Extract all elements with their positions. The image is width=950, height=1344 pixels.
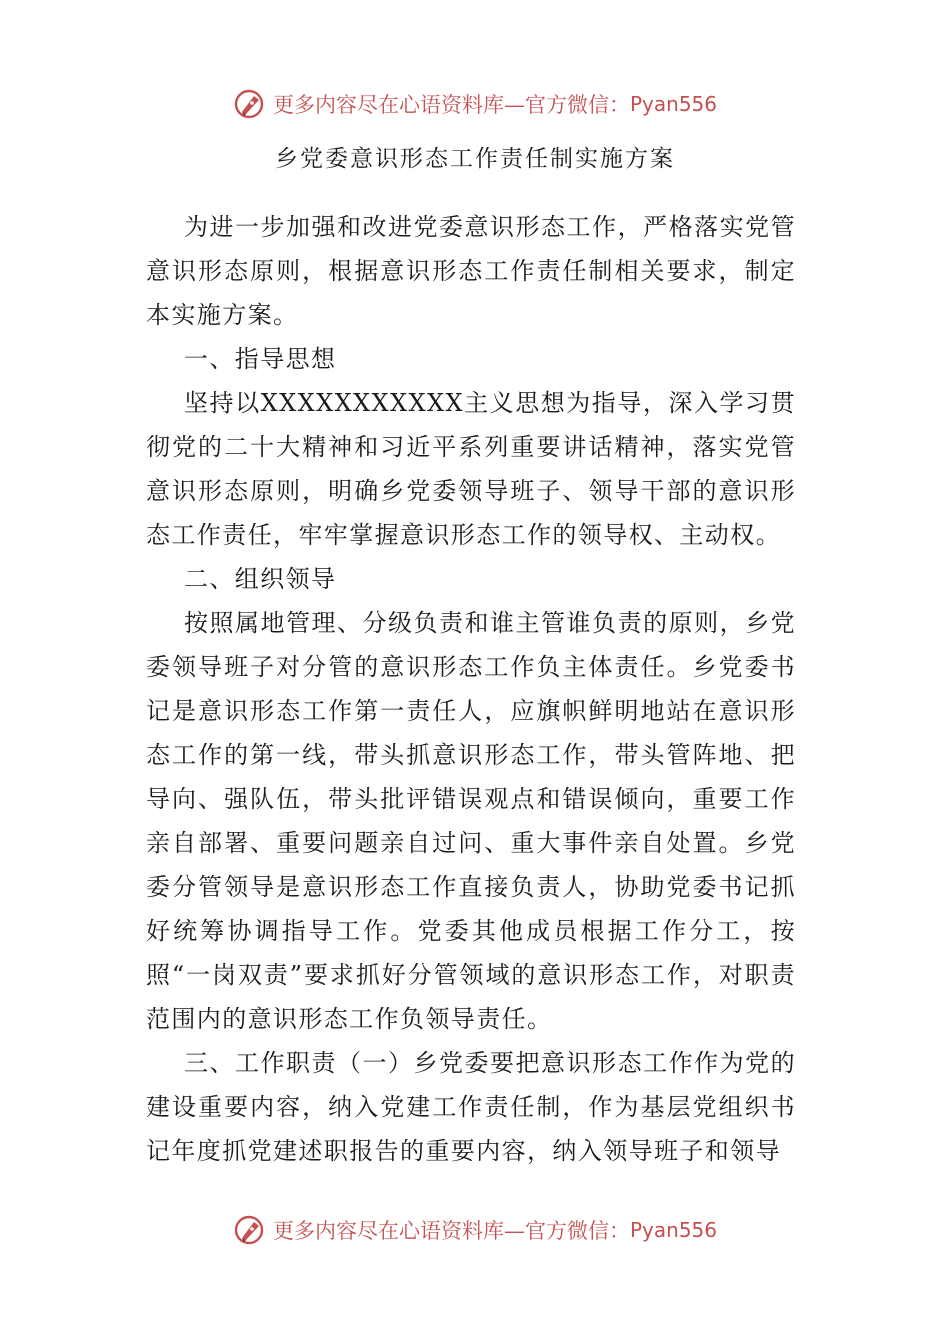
footer-watermark-banner <box>0 1210 950 1250</box>
document-body <box>146 205 796 1173</box>
banner-wechat-id: Pyan556 <box>629 1218 717 1242</box>
banner-text: 更多内容尽在心语资料库—官方微信： <box>272 1219 630 1243</box>
work-duties-paragraph: 三、工作职责（一）乡党委要把意识形态工作作为党的建设重要内容，纳入党建工作责任制，作为基层党组织书记年度抓党建述职报告的重要内容，纳入领导班子和领导 <box>146 1049 796 1165</box>
banner-wechat-id: Pyan556 <box>629 92 717 116</box>
guiding-ideology-paragraph: 坚持以XXXXXXXXXXX主义思想为指导，深入学习贯彻党的二十大精神和习近平系列重要讲话精神，落实党管意识形态原则，明确乡党委领导班子、领导干部的意识形态工作责任，牢牢掌握意识形态工作的领导权、主动权。 <box>146 389 796 549</box>
header-watermark-banner <box>0 84 950 124</box>
document-title: 乡党委意识形态工作责任制实施方案 <box>275 146 675 172</box>
section-heading-guiding-ideology: 一、指导思想 <box>184 345 337 373</box>
pen-nib-logo-icon <box>233 1213 267 1247</box>
intro-paragraph: 为进一步加强和改进党委意识形态工作，严格落实党管意识形态原则，根据意识形态工作责任制相关要求，制定本实施方案。 <box>146 213 796 329</box>
pen-nib-logo-icon <box>233 87 267 121</box>
organization-leadership-paragraph: 按照属地管理、分级负责和谁主管谁负责的原则，乡党委领导班子对分管的意识形态工作负主体责任。乡党委书记是意识形态工作第一责任人，应旗帜鲜明地站在意识形态工作的第一线，带头抓意识形态工作，带头管阵地、把导向、强队伍，带头批评错误观点和错误倾向，重要工作亲自部署、重要问题亲自过问、重大事件亲自处置。乡党委分管领导是意识形态工作直接负责人，协助党委书记抓好统筹协调指导工作。党委其他成员根据工作分工，按照“一岗双责”要求抓好分管领域的意识形态工作，对职责范围内的意识形态工作负领导责任。 <box>146 609 796 1033</box>
banner-text: 更多内容尽在心语资料库—官方微信： <box>272 93 630 117</box>
section-heading-organization-leadership: 二、组织领导 <box>184 565 337 593</box>
